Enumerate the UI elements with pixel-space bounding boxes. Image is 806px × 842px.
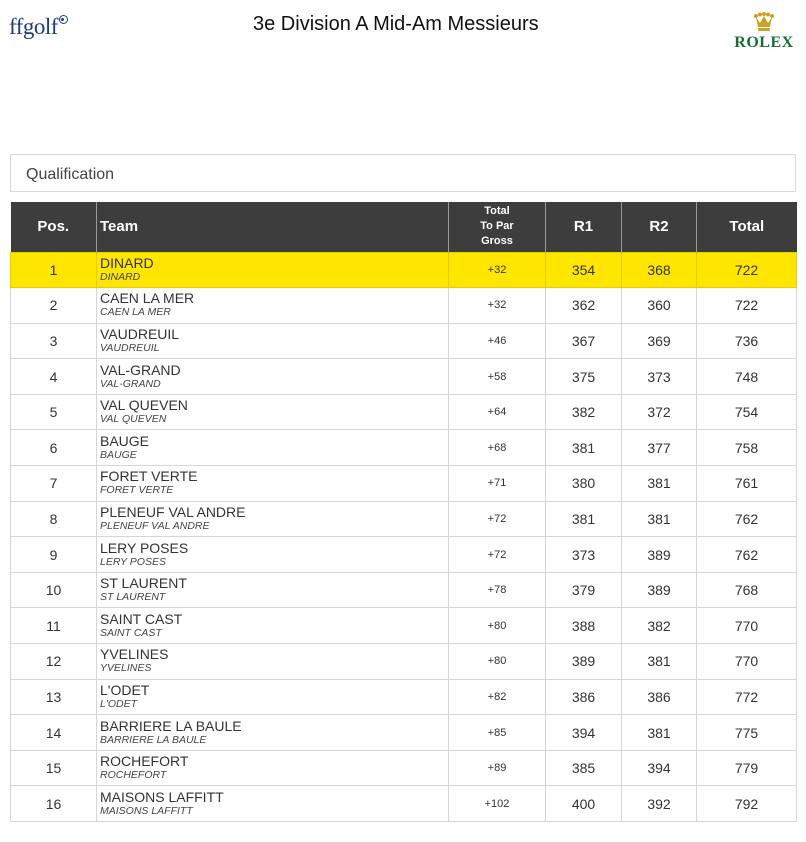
team-name-link[interactable]: BAUGE [100,432,150,449]
cell-r1: 386 [546,679,622,715]
cell-r1: 375 [546,359,622,395]
team-club: CAEN LA MER [100,306,171,319]
cell-r2: 394 [622,750,697,786]
cell-total: 762 [697,501,797,537]
cell-total: 754 [697,394,797,430]
table-row[interactable] [11,786,797,822]
table-row[interactable] [11,466,797,502]
cell-total: 779 [697,750,797,786]
cell-to-par: +80 [449,608,546,644]
cell-team [97,288,449,324]
results-body [11,252,797,822]
cell-r2: 381 [622,644,697,680]
team-club: VAUDREUIL [100,341,160,354]
team-name-link[interactable]: ST LAURENT [100,575,187,592]
section-title: Qualification [26,166,115,183]
cell-r1: 354 [546,252,622,288]
cell-pos: 5 [11,394,97,430]
cell-total: 748 [697,359,797,395]
team-club: FORET VERTE [100,484,174,497]
cell-total: 772 [697,679,797,715]
cell-r2: 369 [622,323,697,359]
cell-total: 770 [697,608,797,644]
cell-r1: 382 [546,394,622,430]
cell-team [97,608,449,644]
team-club: DINARD [100,270,141,283]
table-header-row [11,202,797,252]
team-club: L'ODET [100,697,138,710]
cell-team [97,501,449,537]
column-header-to-par[interactable] [449,202,546,252]
team-name-link[interactable]: YVELINES [100,646,169,663]
cell-r1: 394 [546,715,622,751]
cell-r2: 381 [622,501,697,537]
to-par-header-line: Total [484,205,510,218]
cell-r1: 381 [546,501,622,537]
crown-icon [753,12,775,32]
team-name-link[interactable]: VAL QUEVEN [100,397,188,414]
cell-pos: 12 [11,644,97,680]
cell-to-par: +72 [449,501,546,537]
team-club: PLENEUF VAL ANDRE [100,519,210,532]
cell-total: 792 [697,786,797,822]
cell-team [97,323,449,359]
cell-total: 722 [697,252,797,288]
cell-to-par: +80 [449,644,546,680]
cell-team [97,394,449,430]
cell-total: 768 [697,572,797,608]
cell-r2: 392 [622,786,697,822]
team-club: VAL-GRAND [100,377,161,390]
team-name-link[interactable]: FORET VERTE [100,468,198,485]
rolex-logo-text: ROLEX [734,34,794,51]
team-name-link[interactable]: BARRIERE LA BAULE [100,717,242,734]
cell-total: 775 [697,715,797,751]
cell-to-par: +89 [449,750,546,786]
team-club: YVELINES [100,662,152,675]
cell-pos: 8 [11,501,97,537]
column-header-pos[interactable]: Pos. [11,202,97,252]
team-name-link[interactable]: DINARD [100,254,154,271]
to-par-header-line: To Par [480,220,514,233]
team-name-link[interactable]: CAEN LA MER [100,290,195,307]
cell-total: 722 [697,288,797,324]
table-row[interactable] [11,288,797,324]
cell-r2: 389 [622,537,697,573]
cell-r1: 388 [546,608,622,644]
cell-team [97,359,449,395]
cell-team [97,679,449,715]
to-par-header-line: Gross [481,235,513,248]
cell-pos: 10 [11,572,97,608]
cell-r2: 381 [622,715,697,751]
cell-r1: 362 [546,288,622,324]
team-club: SAINT CAST [100,626,162,639]
cell-pos: 6 [11,430,97,466]
table-row[interactable] [11,537,797,573]
column-header-r2[interactable]: R2 [622,202,697,252]
team-club: MAISONS LAFFITT [100,804,193,817]
table-row[interactable] [11,252,797,288]
cell-team [97,537,449,573]
cell-to-par: +64 [449,394,546,430]
cell-r1: 373 [546,537,622,573]
table-row[interactable] [11,430,797,466]
page-title: 3e Division A Mid-Am Messieurs [253,13,539,35]
table-row[interactable] [11,715,797,751]
cell-pos: 13 [11,679,97,715]
golf-ball-icon [59,15,68,24]
cell-team [97,644,449,680]
cell-r1: 379 [546,572,622,608]
team-name-link[interactable]: ROCHEFORT [100,753,189,770]
cell-pos: 9 [11,537,97,573]
cell-to-par: +71 [449,466,546,502]
cell-r2: 373 [622,359,697,395]
team-club: ST LAURENT [100,591,166,604]
cell-r2: 372 [622,394,697,430]
team-name-link[interactable]: SAINT CAST [100,610,183,627]
results-table [10,202,797,822]
cell-r2: 377 [622,430,697,466]
cell-pos: 16 [11,786,97,822]
team-name-link[interactable]: VAUDREUIL [100,325,180,342]
team-club: LERY POSES [100,555,166,568]
cell-to-par: +68 [449,430,546,466]
cell-total: 758 [697,430,797,466]
cell-team [97,466,449,502]
cell-team [97,715,449,751]
cell-team [97,572,449,608]
cell-total: 761 [697,466,797,502]
cell-r1: 367 [546,323,622,359]
table-row[interactable] [11,501,797,537]
cell-r2: 368 [622,252,697,288]
team-name-link[interactable]: PLENEUF VAL ANDRE [100,503,246,520]
cell-total: 770 [697,644,797,680]
cell-to-par: +102 [449,786,546,822]
cell-to-par: +46 [449,323,546,359]
column-header-r1[interactable]: R1 [546,202,622,252]
cell-to-par: +32 [449,252,546,288]
team-club: VAL QUEVEN [100,413,167,426]
cell-team [97,786,449,822]
cell-team [97,750,449,786]
table-row[interactable] [11,572,797,608]
cell-to-par: +82 [449,679,546,715]
ffgolf-logo[interactable] [9,12,68,42]
table-row[interactable] [11,394,797,430]
cell-to-par: +72 [449,537,546,573]
cell-r2: 381 [622,466,697,502]
cell-r1: 380 [546,466,622,502]
cell-pos: 7 [11,466,97,502]
cell-r1: 400 [546,786,622,822]
team-name-link[interactable]: L'ODET [100,681,150,698]
cell-pos: 2 [11,288,97,324]
cell-r1: 381 [546,430,622,466]
cell-r2: 389 [622,572,697,608]
cell-r1: 389 [546,644,622,680]
cell-pos: 4 [11,359,97,395]
table-row[interactable] [11,608,797,644]
team-club: BAUGE [100,448,137,461]
cell-pos: 11 [11,608,97,644]
team-name-link[interactable]: MAISONS LAFFITT [100,788,224,805]
cell-to-par: +85 [449,715,546,751]
table-row[interactable] [11,750,797,786]
cell-r2: 386 [622,679,697,715]
qualification-panel [10,154,796,192]
cell-total: 736 [697,323,797,359]
cell-r2: 360 [622,288,697,324]
team-club: BARRIERE LA BAULE [100,733,207,746]
table-row[interactable] [11,644,797,680]
table-row[interactable] [11,679,797,715]
team-club: ROCHEFORT [100,769,167,782]
ffgolf-logo-text: ffgolf [9,14,58,39]
cell-to-par: +78 [449,572,546,608]
table-row[interactable] [11,359,797,395]
cell-total: 762 [697,537,797,573]
table-row[interactable] [11,323,797,359]
cell-pos: 1 [11,252,97,288]
cell-team [97,430,449,466]
cell-r2: 382 [622,608,697,644]
cell-r1: 385 [546,750,622,786]
cell-team [97,252,449,288]
rolex-logo[interactable] [726,12,802,52]
column-header-total[interactable]: Total [697,202,797,252]
cell-pos: 3 [11,323,97,359]
cell-pos: 15 [11,750,97,786]
column-header-team[interactable]: Team [97,202,449,252]
cell-to-par: +32 [449,288,546,324]
team-name-link[interactable]: LERY POSES [100,539,189,556]
team-name-link[interactable]: VAL-GRAND [100,361,181,378]
cell-to-par: +58 [449,359,546,395]
cell-pos: 14 [11,715,97,751]
